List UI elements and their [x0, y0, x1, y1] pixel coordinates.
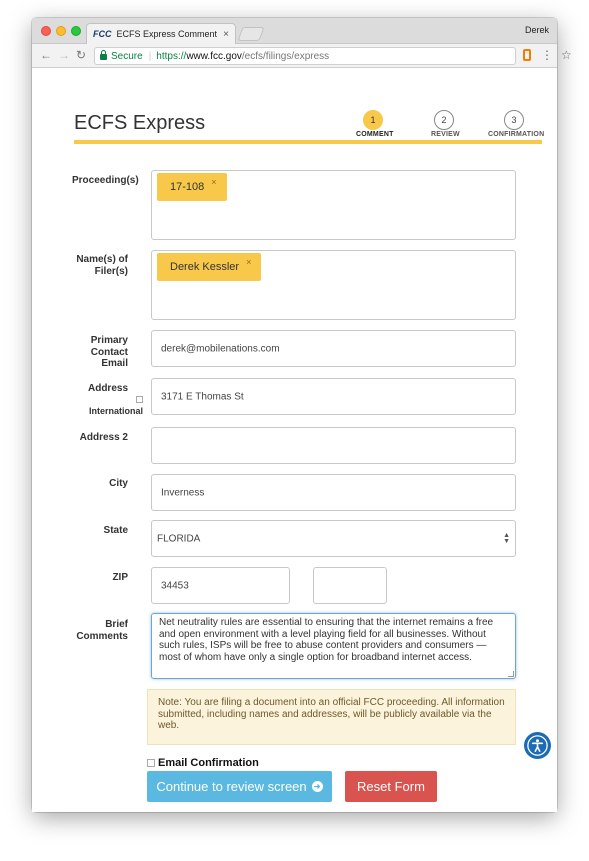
close-window-button[interactable] — [41, 26, 51, 36]
zip-value: 34453 — [161, 580, 189, 591]
progress-bar — [74, 140, 542, 144]
reset-form-button[interactable] — [345, 771, 437, 802]
zip-extension-field[interactable] — [313, 567, 387, 604]
tab-close-icon[interactable]: × — [223, 28, 229, 40]
city-value: Inverness — [161, 487, 205, 498]
url-path: /ecfs/filings/express — [241, 50, 330, 62]
proceeding-input[interactable] — [151, 170, 516, 240]
filer-input[interactable] — [151, 250, 516, 320]
comments-label: Brief Comments — [76, 619, 128, 642]
comments-value: Net neutrality rules are essential to ensuring that the internet remains a free and open environment with a level playing field for all businesses. Without such rules, ISPs will be free to abuse content providers and consumers — most of whom have only a single option for broadband internet access. — [159, 617, 494, 663]
email-confirmation-label[interactable]: Email Confirmation — [158, 757, 259, 769]
proceeding-chip[interactable] — [157, 173, 227, 201]
address-value: 3171 E Thomas St — [161, 391, 244, 402]
proceeding-label: Proceeding(s) — [72, 175, 139, 186]
fcc-favicon-icon: FCC — [93, 29, 112, 39]
secure-label: Secure — [111, 50, 143, 62]
chip-remove-icon[interactable]: × — [211, 177, 217, 187]
step-1-circle: 1 — [363, 110, 383, 130]
accessibility-person-icon — [527, 735, 548, 756]
lock-icon — [100, 54, 107, 60]
accessibility-icon[interactable] — [524, 732, 551, 759]
state-select[interactable] — [151, 520, 516, 557]
extension-icon[interactable] — [523, 49, 531, 61]
step-2-label: REVIEW — [431, 131, 460, 138]
reset-button-label: Reset Form — [357, 779, 425, 794]
title-bar — [32, 18, 557, 44]
reload-icon[interactable]: ↻ — [76, 48, 87, 62]
address-label: Address — [87, 383, 128, 394]
new-tab-button[interactable] — [237, 27, 264, 41]
step-1-label: COMMENT — [356, 131, 394, 138]
url-separator: | — [148, 50, 152, 62]
resize-handle-icon[interactable] — [508, 671, 514, 677]
public-filing-note: Note: You are filing a document into an official FCC proceeding. All information submitted, including names and addresses, will be publicly available via the web. — [147, 689, 516, 745]
url-host: www.fcc.gov — [186, 50, 242, 62]
browser-toolbar — [32, 44, 572, 68]
bookmark-star-icon[interactable]: ☆ — [561, 48, 572, 62]
page-title: ECFS Express — [74, 112, 206, 134]
comments-textarea[interactable] — [151, 613, 516, 679]
international-checkbox[interactable] — [136, 396, 143, 403]
profile-name[interactable]: Derek — [524, 25, 549, 35]
browser-window — [32, 18, 572, 812]
step-3-label: CONFIRMATION — [488, 131, 545, 138]
proceeding-chip-label: 17-108 — [170, 181, 205, 193]
city-label: City — [109, 478, 128, 489]
state-value: FLORIDA — [157, 533, 201, 544]
address2-field[interactable] — [151, 427, 516, 464]
step-3-circle: 3 — [504, 110, 524, 130]
international-label: International — [88, 406, 143, 416]
select-arrows-icon: ▲ ▼ — [503, 532, 510, 545]
filer-label: Name(s) of Filer(s) — [76, 254, 128, 277]
email-value: derek@mobilenations.com — [161, 343, 280, 354]
filer-chip[interactable] — [157, 253, 261, 281]
email-confirmation-checkbox[interactable] — [147, 759, 155, 767]
arrow-right-circle-icon: ➜ — [312, 781, 323, 792]
continue-button[interactable] — [147, 771, 332, 802]
address-bar[interactable] — [94, 47, 572, 65]
state-label: State — [103, 525, 128, 536]
address2-label: Address 2 — [79, 432, 128, 443]
back-icon[interactable]: ← — [40, 48, 52, 62]
menu-kebab-icon[interactable]: ⋮ — [541, 48, 553, 62]
zoom-window-button[interactable] — [71, 26, 81, 36]
filer-chip-label: Derek Kessler — [170, 261, 240, 273]
continue-button-label: Continue to review screen — [156, 779, 307, 794]
address-field[interactable] — [151, 378, 516, 415]
zip-field[interactable] — [151, 567, 290, 604]
tab-title: ECFS Express Comment — [116, 29, 218, 39]
minimize-window-button[interactable] — [56, 26, 66, 36]
email-label: Primary Contact Email — [90, 335, 128, 369]
step-2-circle: 2 — [434, 110, 454, 130]
city-field[interactable] — [151, 474, 516, 511]
chip-remove-icon[interactable]: × — [246, 257, 252, 267]
zip-label: ZIP — [112, 572, 128, 583]
page-content — [32, 69, 557, 812]
forward-icon[interactable]: → — [58, 48, 70, 62]
url-scheme: https:// — [156, 50, 187, 62]
browser-tab[interactable] — [86, 23, 236, 44]
email-field[interactable] — [151, 330, 516, 367]
